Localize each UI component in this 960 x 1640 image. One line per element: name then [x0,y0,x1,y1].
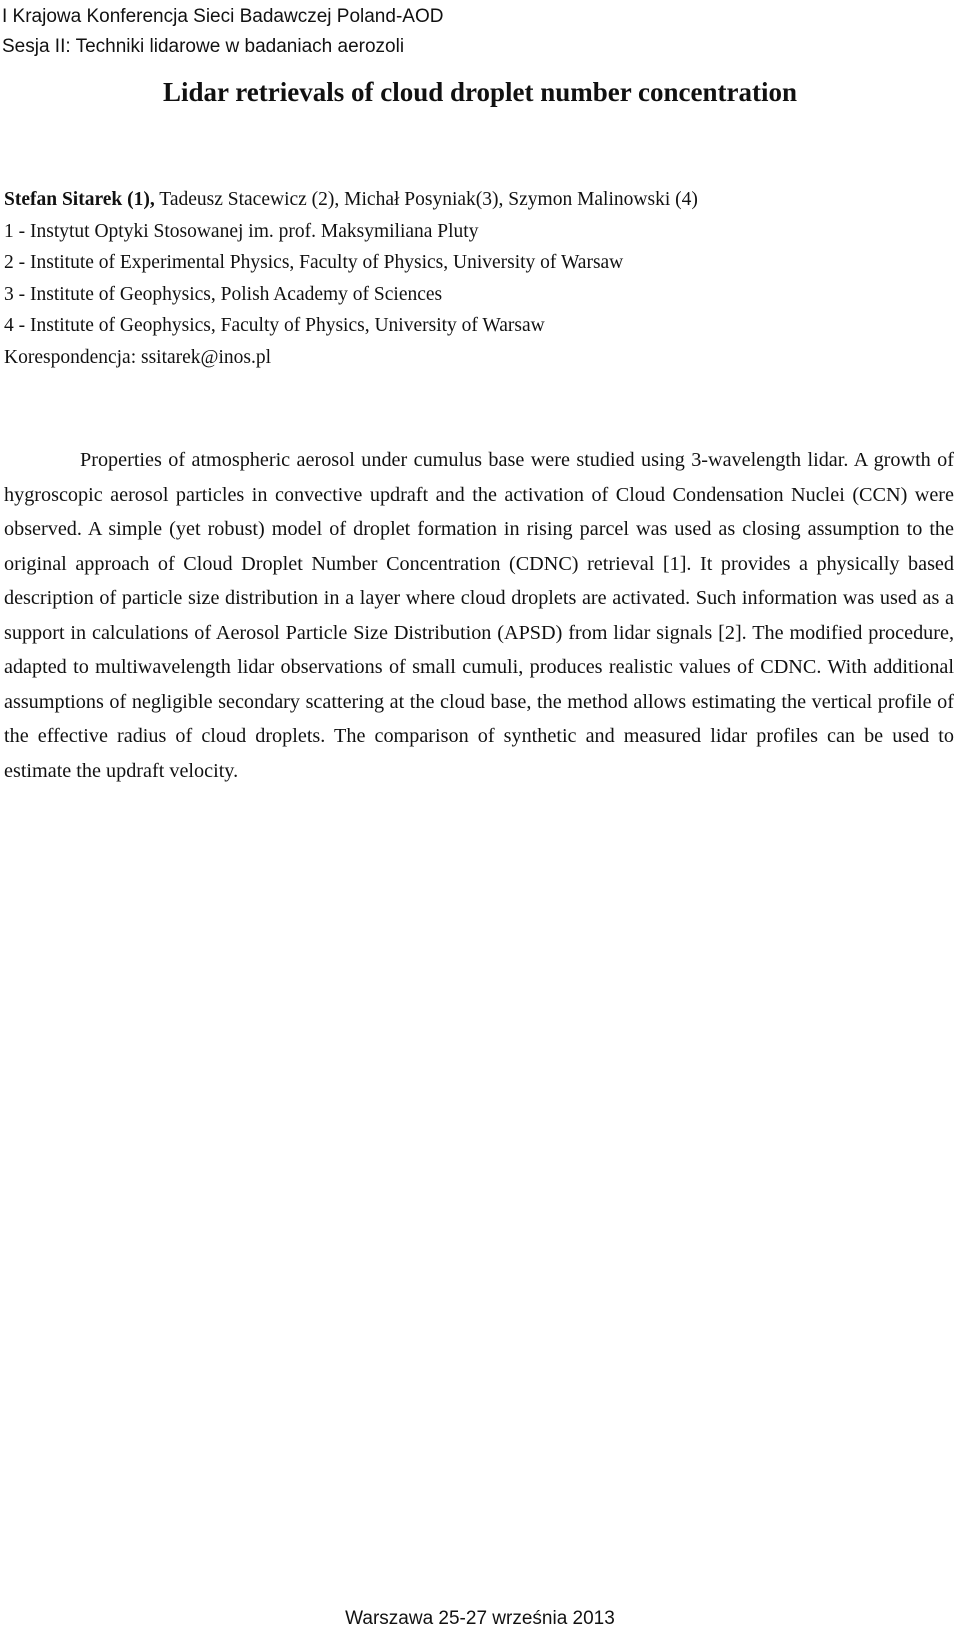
conference-name: I Krajowa Konferencja Sieci Badawczej Poland-AOD [2,6,444,27]
abstract-text: Properties of atmospheric aerosol under cumulus base were studied using 3-wavelength lidar. A growth of hygroscopic aerosol particles in convective updraft and the activation of Cloud Condensation Nuclei (CCN) were observed. A simple (yet robust) model of droplet formation in rising parcel was used as closing assumption to the original approach of Cloud Droplet Number Concentration (CDNC) retrieval [1]. It provides a physically based description of particle size distribution in a layer where cloud droplets are activated. Such information was used as a support in calculations of Aerosol Particle Size Distribution (APSD) from lidar signals [2]. The modified procedure, adapted to multiwavelength lidar observations of small cumuli, produces realistic values of CDNC. With additional assumptions of negligible secondary scattering at the cloud base, the method allows estimating the vertical profile of the effective radius of cloud droplets. The comparison of synthetic and measured lidar profiles can be used to estimate the updraft velocity. [4,449,954,782]
footer-venue-date: Warszawa 25-27 września 2013 [345,1608,615,1629]
correspondence: Korespondencja: ssitarek@inos.pl [4,346,272,368]
paper-title: Lidar retrievals of cloud droplet number concentration [163,77,797,107]
first-author: Stefan Sitarek (1), [4,189,155,210]
author-line [4,184,698,216]
co-authors: Tadeusz Stacewicz (2), Michał Posyniak(3), Szymon Malinowski (4) [154,189,698,210]
author-block [4,184,698,374]
conference-header [2,2,443,62]
affiliation-2: 2 - Institute of Experimental Physics, Faculty of Physics, University of Warsaw [4,252,624,274]
affiliation-1: 1 - Instytut Optyki Stosowanej im. prof. Maksymiliana Pluty [4,220,479,242]
affiliation-4: 4 - Institute of Geophysics, Faculty of Physics, University of Warsaw [4,315,545,337]
affiliation-3: 3 - Institute of Geophysics, Polish Academy of Sciences [4,283,443,305]
session-name: Sesja II: Techniki lidarowe w badaniach aerozoli [2,36,405,57]
